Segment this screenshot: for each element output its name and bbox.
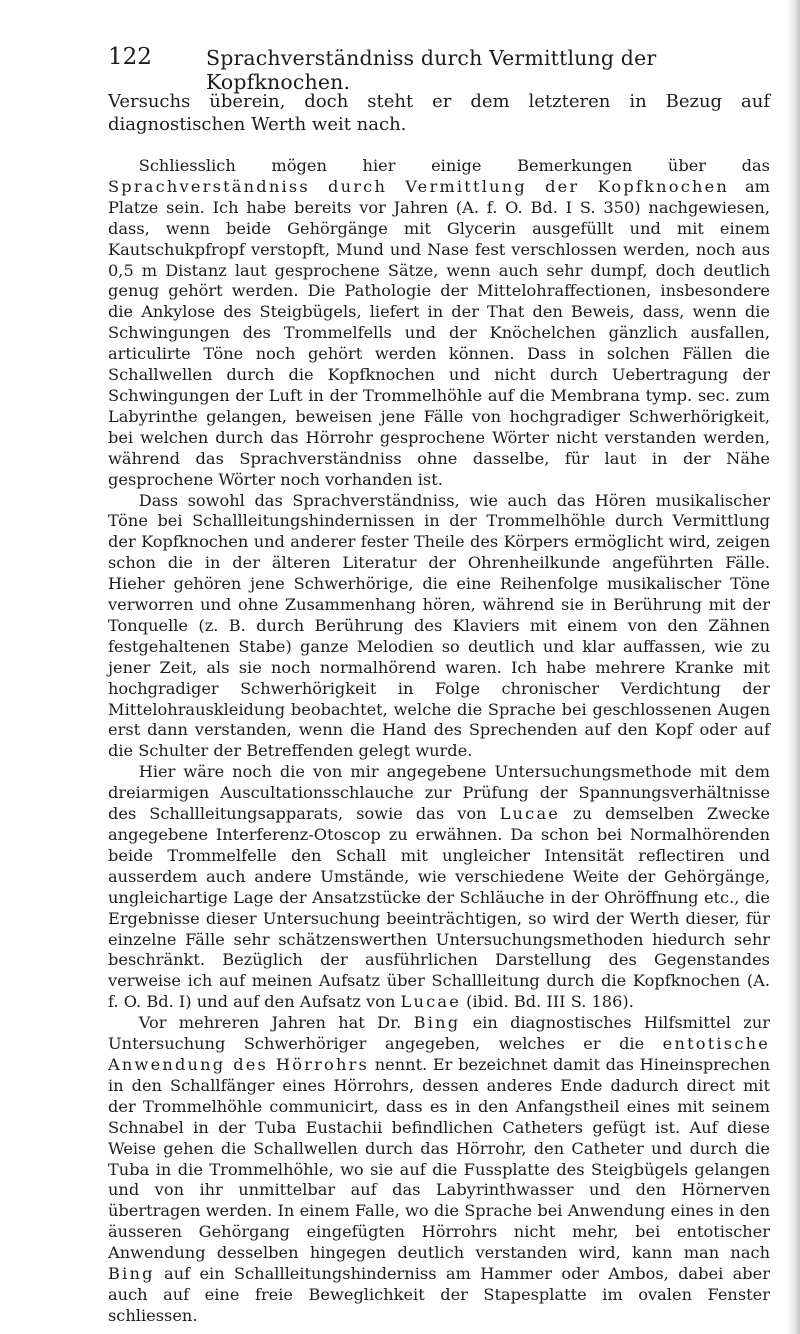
page-number: 122 [108, 44, 152, 70]
page-header [108, 42, 768, 94]
page-edge-shadow [786, 0, 800, 1334]
paragraph-1: Versuchs überein, doch steht er dem letzteren in Bezug auf diagnostischen Werth weit nach. [108, 91, 770, 135]
paragraph-5: Vor mehreren Jahren hat Dr. Bing ein diagnostisches Hilfsmittel zur Untersuchung Schwerhöriger angegeben, welches er die entotische Anwendung des Hörrohrs nennt. Er bezeichnet damit das Hineinsprechen in den Schallfänger eines Hörrohrs, dessen anderes Ende dadurch direct mit der Trommelhöhle communicirt, dass es in den Anfangstheil eines mit seinem Schnabel in der Tuba Eustachii befindlichen Catheters gefügt ist. Auf diese Weise gehen die Schallwellen durch das Hörrohr, den Catheter und durch die Tuba in die Trommelhöhle, wo sie auf die Fussplatte des Steigbügels gelangen und von ihr unmittelbar auf das Labyrinthwasser und den Hörnerven übertragen werden. In einem Falle, wo die Sprache bei Anwendung eines in den äusseren Gehörgang eingefügten Hörrohrs nicht mehr, bei entotischer Anwendung desselben hingegen deutlich verstanden wird, kann man nach Bing auf ein Schallleitungshinderniss am Hammer oder Ambos, dabei aber auch auf eine freie Beweglichkeit der Stapesplatte im ovalen Fenster schliessen. [108, 1013, 770, 1325]
spaced-emphasis: Lucae [499, 804, 561, 824]
spaced-emphasis: entotische Anwendung des Hörrohrs [108, 1034, 770, 1074]
spaced-emphasis: Sprachverständniss durch Vermittlung der Kopfknochen [108, 176, 729, 196]
body-text [108, 90, 770, 1327]
paragraph-2: Schliesslich mögen hier einige Bemerkungen über das Sprachverständniss durch Vermittlung der Kopfknochen am Platze sein. Ich habe bereits vor Jahren (A. f. O. Bd. I S. 350) nachgewiesen, dass, wenn beide Gehörgänge mit Glycerin ausgefüllt und mit einem Kautschukpfropf verstopft, Mund und Nase fest verschlossen werden, noch aus 0,5 m Distanz laut gesprochene Sätze, wenn auch sehr dumpf, doch deutlich genug gehört werden. Die Pathologie der Mittelohraffectionen, insbesondere die Ankylose des Steigbügels, liefert in der That den Beweis, dass, wenn die Schwingungen des Trommelfells und der Knöchelchen gänzlich ausfallen, articulirte Töne noch gehört werden können. Dass in solchen Fällen die Schallwellen durch die Kopfknochen und nicht durch Uebertragung der Schwingungen der Luft in der Trommelhöhle auf die Membrana tymp. sec. zum Labyrinthe gelangen, beweisen jene Fälle von hochgradiger Schwerhörigkeit, bei welchen durch das Hörrohr gesprochene Wörter nicht verstanden werden, während das Sprachverständniss ohne dasselbe, für laut in der Nähe gesprochene Wörter noch vorhanden ist. [108, 156, 770, 489]
paragraph-3: Dass sowohl das Sprachverständniss, wie auch das Hören musikalischer Töne bei Schallleitungshindernissen in der Trommelhöhle durch Vermittlung der Kopfknochen und anderer fester Theile des Körpers ermöglicht wird, zeigen schon die in der älteren Literatur der Ohrenheilkunde angeführten Fälle. Hieher gehören jene Schwerhörige, die eine Reihenfolge musikalischer Töne verworren und ohne Zusammenhang hören, während sie in Berührung mit der Tonquelle (z. B. durch Berührung des Klaviers mit einem von den Zähnen festgehaltenen Stabe) ganze Melodien so deutlich und klar auffassen, wie zu jener Zeit, als sie noch normalhörend waren. Ich habe mehrere Kranke mit hochgradiger Schwerhörigkeit in Folge chronischer Verdichtung der Mittelohrauskleidung beobachtet, welche die Sprache bei geschlossenen Augen erst dann verstanden, wenn die Hand des Sprechenden auf den Kopf oder auf die Schulter der Betreffenden gelegt wurde. [108, 490, 770, 761]
paragraph-4: Hier wäre noch die von mir angegebene Untersuchungsmethode mit dem dreiarmigen Auscultationsschlauche zur Prüfung der Spannungsverhältnisse des Schallleitungsapparats, sowie das von Lucae zu demselben Zwecke angegebene Interferenz-Otoscop zu erwähnen. Da schon bei Normalhörenden beide Trommelfelle den Schall mit ungleicher Intensität reflectiren und ausserdem auch andere Umstände, wie verschiedene Weite der Gehörgänge, ungleichartige Lage der Ansatzstücke der Schläuche in der Ohröffnung etc., die Ergebnisse dieser Untersuchung beeinträchtigen, so wird der Werth dieser, für einzelne Fälle sehr schätzenswerthen Untersuchungsmethoden hiedurch sehr beschränkt. Bezüglich der ausführlichen Darstellung des Gegenstandes verweise ich auf meinen Aufsatz über Schallleitung durch die Kopfknochen (A. f. O. Bd. I) und auf den Aufsatz von Lucae (ibid. Bd. III S. 186). [108, 762, 770, 1012]
spaced-emphasis: Bing [413, 1013, 461, 1033]
spaced-emphasis: Lucae [400, 992, 461, 1012]
running-title: Sprachverständniss durch Vermittlung der Kopfknochen. [206, 46, 657, 94]
spaced-emphasis: Bing [108, 1264, 155, 1284]
